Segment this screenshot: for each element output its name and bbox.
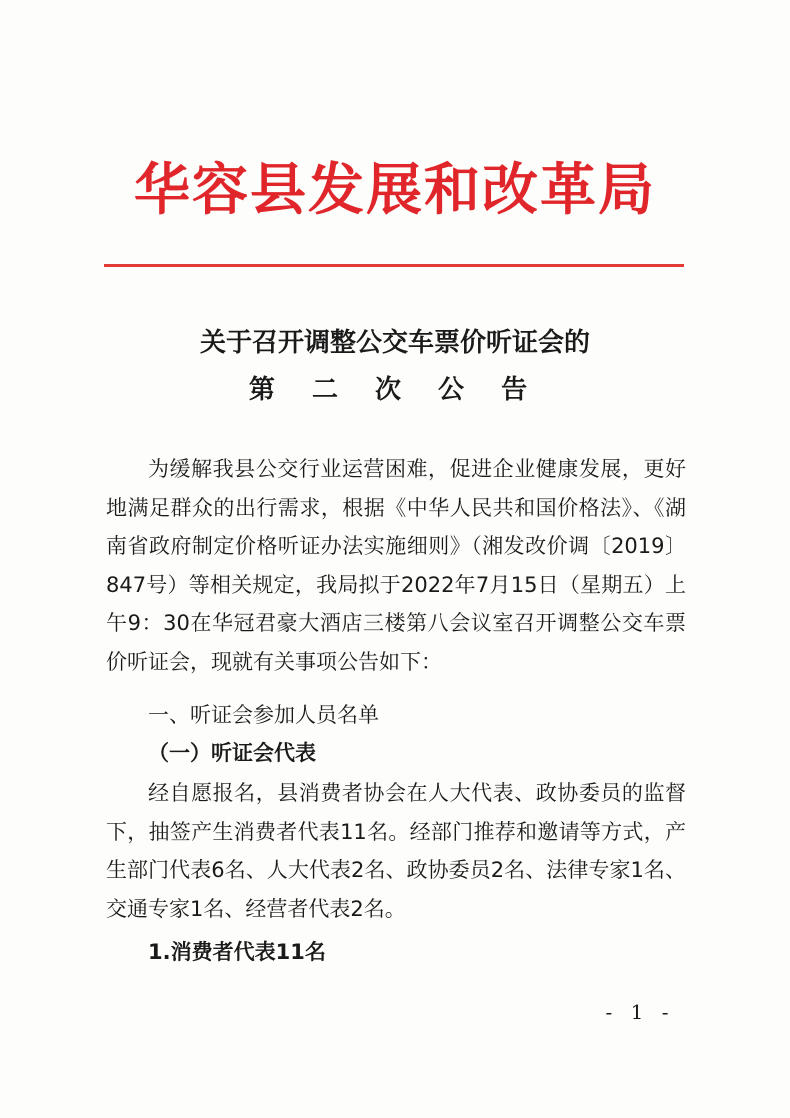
subsection-1-paragraph: 经自愿报名，县消费者协会在人大代表、政协委员的监督下，抽签产生消费者代表11名。经部门推荐和邀请等方式，产生部门代表6名、人大代表2名、政协委员2名、法律专家1名、交通专家1名、经营者代表2名。	[106, 781, 686, 921]
subsection-1-heading: （一）听证会代表	[148, 741, 316, 765]
page-number: - 1 -	[605, 1000, 675, 1024]
header-red-rule	[104, 264, 684, 267]
item-1-heading: 1.消费者代表11名	[148, 940, 326, 964]
section-1-heading: 一、听证会参加人员名单	[148, 703, 379, 727]
intro-paragraph: 为缓解我县公交行业运营困难，促进企业健康发展，更好地满足群众的出行需求，根据《中华人民共和国价格法》、《湖南省政府制定价格听证办法实施细则》（湘发改价调〔2019〕847号）等相关规定，我局拟于2022年7月15日（星期五）上午9：30在华冠君豪大酒店三楼第八会议室召开调整公交车票价听证会，现就有关事项公告如下：	[106, 457, 686, 674]
document-title-line-2: 第 二 次 公 告	[248, 375, 542, 405]
document-title-line-1: 关于召开调整公交车票价听证会的	[199, 328, 590, 358]
issuing-org-header: 华容县发展和改革局	[134, 157, 656, 223]
